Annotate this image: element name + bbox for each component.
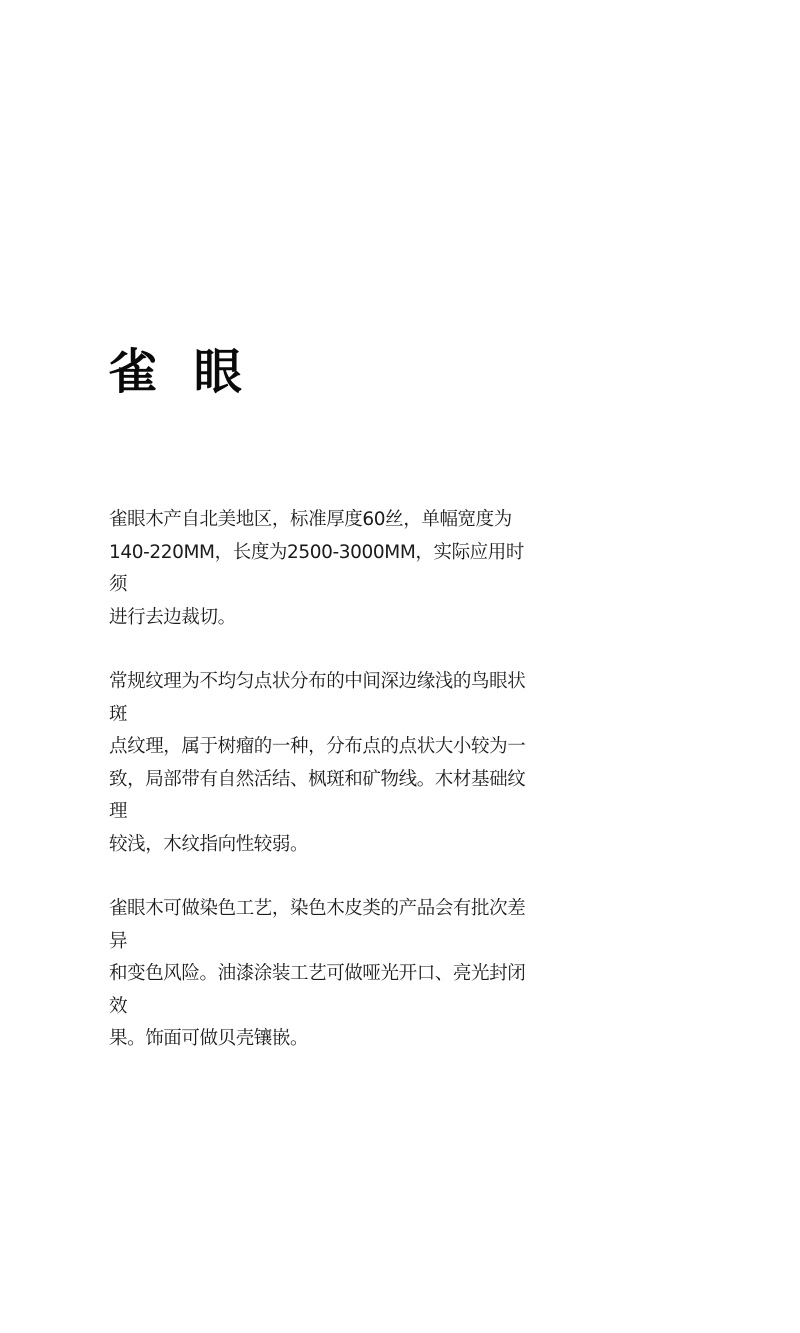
text-line: 致，局部带有自然活结、枫斑和矿物线。木材基础纹理: [109, 768, 526, 822]
text-line: 进行去边裁切。: [109, 606, 236, 628]
text-line: 雀眼木产自北美地区，标准厚度60丝，单幅宽度为: [109, 509, 512, 530]
body-text: [109, 504, 534, 1088]
paragraph-finishing: [109, 893, 534, 1056]
paragraph-grain-pattern: [109, 666, 534, 861]
paragraph-origin-specs: [109, 504, 534, 634]
page-title: 雀 眼: [109, 344, 252, 400]
text-line: 140-220MM，长度为2500-3000MM，实际应用时须: [109, 541, 524, 595]
text-line: 常规纹理为不均匀点状分布的中间深边缘浅的鸟眼状斑: [109, 671, 526, 725]
text-line: 雀眼木可做染色工艺，染色木皮类的产品会有批次差异: [109, 898, 526, 952]
text-line: 和变色风险。油漆涂装工艺可做哑光开口、亮光封闭效: [109, 963, 526, 1017]
text-line: 较浅，木纹指向性较弱。: [109, 833, 309, 855]
text-line: 点纹理，属于树瘤的一种，分布点的点状大小较为一: [109, 736, 526, 757]
text-line: 果。饰面可做贝壳镶嵌。: [109, 1028, 309, 1049]
